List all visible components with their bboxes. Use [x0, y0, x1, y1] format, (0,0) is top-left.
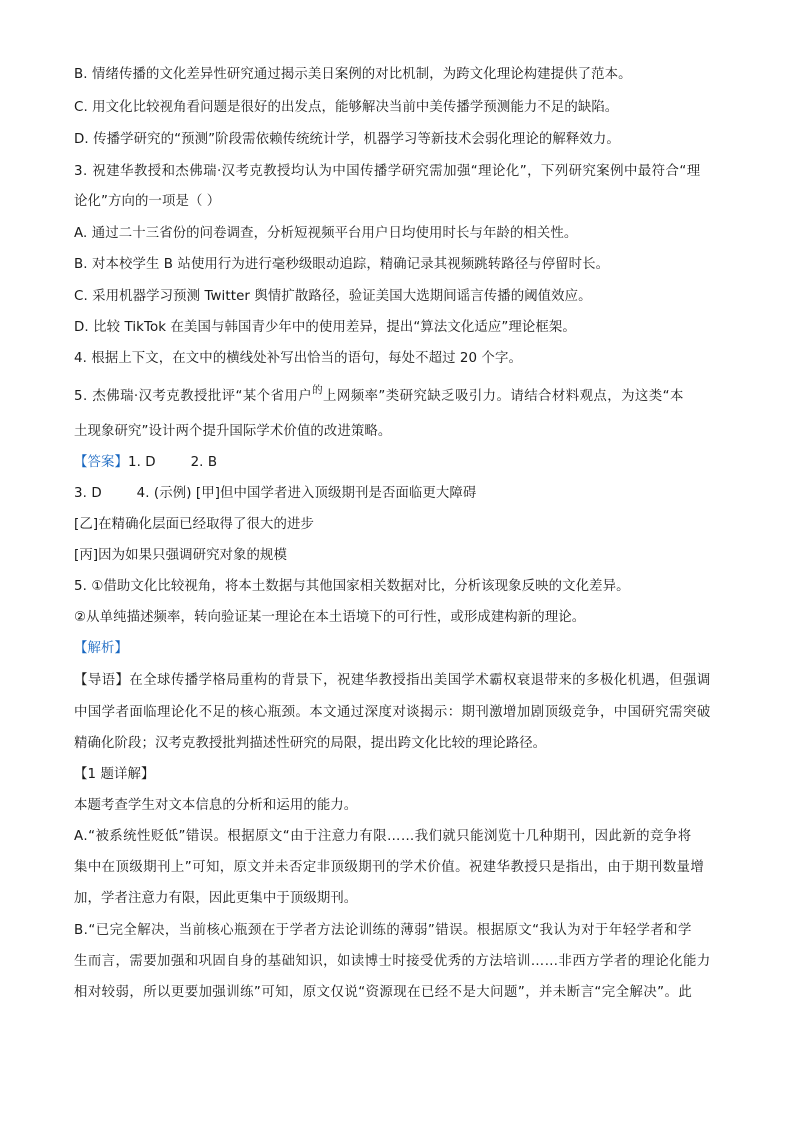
q3-option-b: B. 对本校学生 B 站使用行为进行毫秒级眼动追踪，精确记录其视频跳转路径与停留时长。 — [74, 257, 610, 272]
q1-detail-b-line-2: 生而言，需要加强和巩固自身的基础知识，如读博士时接受优秀的方法培训……非西方学者的理论化能力 — [74, 954, 711, 969]
answer-tag: 【答案】 — [74, 455, 128, 470]
q3-option-d: D. 比较 TikTok 在美国与韩国青少年中的使用差异，提出“算法文化适应”理论框架。 — [74, 320, 576, 335]
answer-1-2: 1. D 2. B — [127, 455, 218, 470]
answer-5-1-line: 5. ①借助文化比较视角，将本土数据与其他国家相关数据对比，分析该现象反映的文化差异。 — [74, 579, 630, 594]
option-b-line: B. 情绪传播的文化差异性研究通过揭示美日案例的对比机制，为跨文化理论构建提供了范本。 — [74, 67, 632, 82]
analysis-tag: 【解析】 — [74, 641, 128, 656]
intro-line-1: 【导语】在全球传播学格局重构的背景下，祝建华教授指出美国学术霸权衰退带来的多极化机遇，但强调 — [74, 673, 711, 688]
option-d-line: D. 传播学研究的“预测”阶段需依赖传统统计学，机器学习等新技术会弱化理论的解释效力。 — [74, 132, 620, 147]
answer-5-2-line: ②从单纯描述频率，转向验证某一理论在本土语境下的可行性，或形成建构新的理论。 — [74, 610, 586, 625]
q1-detail-a-line-3: 加，学者注意力有限，因此更集中于顶级期刊。 — [74, 891, 358, 906]
answer-line — [74, 454, 724, 472]
question-3-cont-line: 论化”方向的一项是（ ） — [74, 194, 221, 209]
answer-bing-line: [丙]因为如果只强调研究对象的规模 — [74, 548, 288, 563]
question-5-cont-line: 土现象研究”设计两个提升国际学术价值的改进策略。 — [74, 424, 392, 439]
q3-option-a: A. 通过二十三省份的问卷调查，分析短视频平台用户日均使用时长与年龄的相关性。 — [74, 226, 578, 241]
q1-detail-b-line-3: 相对较弱，所以更要加强训练”可知，原文仅说“资源现在已经不是大问题”，并未断言“完全解决”。此 — [74, 985, 693, 1000]
question-3-line: 3. 祝建华教授和杰佛瑞·汉考克教授均认为中国传播学研究需加强“理论化”，下列研究案例中最符合“理 — [74, 164, 701, 179]
q1-detail-a-line-1: A.“被系统性贬低”错误。根据原文“由于注意力有限……我们就只能浏览十几种期刊，因此新的竞争将 — [74, 829, 692, 844]
q1-detail-heading: 【1 题详解】 — [74, 767, 155, 782]
q1-detail-b-line-1: B.“已完全解决，当前核心瓶颈在于学者方法论训练的薄弱”错误。根据原文“我认为对于年轻学者和学 — [74, 923, 692, 938]
question-5-part2: 上网频率”类研究缺乏吸引力。请结合材料观点，为这类“本 — [323, 389, 684, 404]
answer-3-4-line: 3. D 4. (示例) [甲]但中国学者进入顶级期刊是否面临更大障碍 — [74, 486, 477, 501]
question-5-line — [74, 384, 724, 406]
intro-line-3: 精确化阶段；汉考克教授批判描述性研究的局限，提出跨文化比较的理论路径。 — [74, 736, 547, 751]
q3-option-c: C. 采用机器学习预测 Twitter 舆情扩散路径，验证美国大选期间谣言传播的阈值效应。 — [74, 289, 592, 304]
answer-yi-line: [乙]在精确化层面已经取得了很大的进步 — [74, 517, 314, 532]
question-5-superscript: 的 — [312, 384, 324, 396]
intro-line-2: 中国学者面临理论化不足的核心瓶颈。本文通过深度对谈揭示：期刊激增加剧顶级竞争，中国研究需突破 — [74, 705, 711, 720]
option-c-line: C. 用文化比较视角看问题是很好的出发点，能够解决当前中美传播学预测能力不足的缺陷。 — [74, 100, 619, 115]
q1-detail-a-line-2: 集中在顶级期刊上”可知，原文并未否定非顶级期刊的学术价值。祝建华教授只是指出，由于期刊数量增 — [74, 860, 705, 875]
q1-detail-line-1: 本题考查学生对文本信息的分析和运用的能力。 — [74, 798, 358, 813]
question-5-part1: 5. 杰佛瑞·汉考克教授批评“某个省用户 — [74, 389, 313, 404]
question-4-line: 4. 根据上下文，在文中的横线处补写出恰当的语句，每处不超过 20 个字。 — [74, 351, 523, 366]
